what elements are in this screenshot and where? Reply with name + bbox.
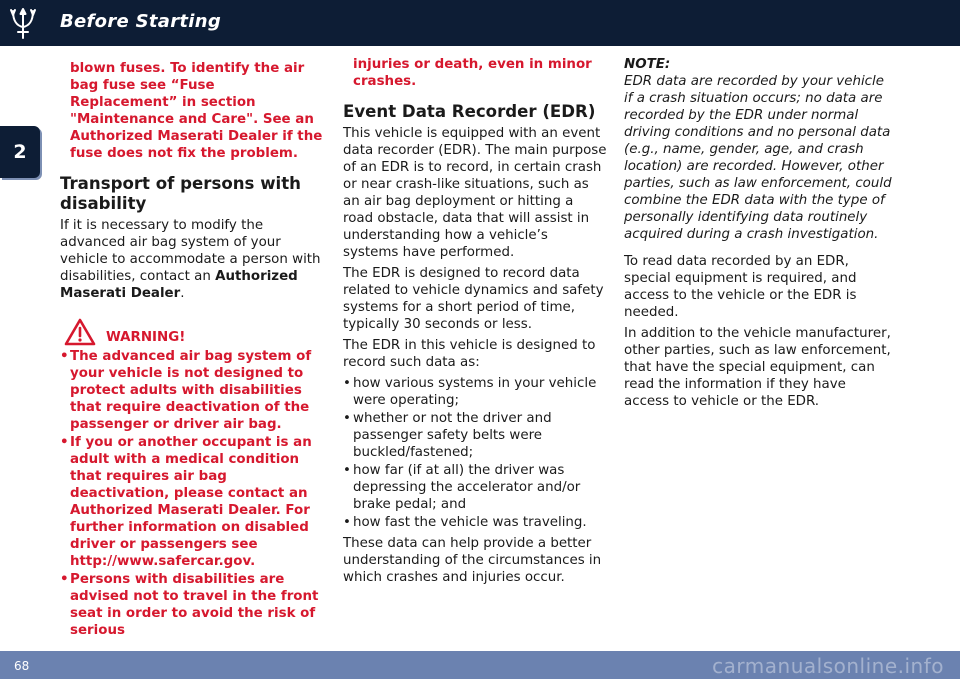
note-text: EDR data are recorded by your vehicle if a crash situation occurs; no data are recorded by the EDR under normal driving conditions and no personal data (e.g., name, gender, age, and crash location) are recorded. However, other parties, such as law enforcement, could combine the EDR data with the type of personally identifying data routinely acquired during a crash investigation. — [624, 74, 892, 242]
note-label: NOTE: — [624, 57, 671, 72]
chapter-tab: 2 — [0, 126, 40, 178]
column-2 — [343, 56, 607, 590]
warning-item: • The advanced air bag system of your vehicle is not designed to protect adults with disabilities that require deactivation of the passenger or driver air bag. — [60, 348, 326, 433]
page-header — [0, 0, 960, 46]
warning-triangle-icon — [64, 318, 96, 346]
edr-paragraph: The EDR in this vehicle is designed to record such data as: — [343, 338, 596, 370]
warning-item: • If you or another occupant is an adult with a medical condition that requires air bag deactivation, please contact an Authorized Maserati Dealer. For further information on disabled driver or passengers see http://www.safercar.gov. — [60, 434, 326, 570]
page-number: 68 — [14, 659, 30, 673]
edr-paragraph: To read data recorded by an EDR, special equipment is required, and access to the vehicle or the EDR is needed. — [624, 254, 857, 320]
edr-data-list — [343, 375, 607, 531]
warning-header — [60, 318, 326, 346]
edr-paragraph: In addition to the vehicle manufacturer, other parties, such as law enforcement, that have the special equipment, can read the information if they have access to vehicle or the EDR. — [624, 326, 891, 409]
list-item: • how various systems in your vehicle were operating; — [343, 375, 607, 409]
column-1 — [60, 60, 326, 640]
column-3 — [624, 56, 894, 414]
edr-paragraph: These data can help provide a better understanding of the circumstances in which crashes and injuries occur. — [343, 536, 602, 585]
edr-paragraph: This vehicle is equipped with an event data recorder (EDR). The main purpose of an EDR is to record, in certain crash or near crash-like situations, such as an air bag deployment or hitting a road obstacle, data that will assist in understanding how a vehicle’s systems have performed. — [343, 126, 607, 260]
section-title-transport-disability: Transport of persons with disability — [60, 174, 301, 213]
warning-list — [60, 348, 326, 639]
warning-label: WARNING! — [106, 330, 186, 345]
page-footer — [0, 651, 960, 679]
list-item: • whether or not the driver and passenger safety belts were buckled/fastened; — [343, 410, 607, 461]
continued-warning-text: blown fuses. To identify the air bag fuse see “Fuse Replacement” in section "Maintenance and Care". See an Authorized Maserati Dealer if the fuse does not fix the problem. — [70, 61, 323, 161]
section-header-title: Before Starting — [60, 11, 222, 32]
list-item: • how far (if at all) the driver was depressing the accelerator and/or brake pedal; and — [343, 462, 607, 513]
trident-logo-icon — [8, 7, 38, 39]
list-item: • how fast the vehicle was traveling. — [343, 514, 607, 531]
warning-item: • Persons with disabilities are advised not to travel in the front seat in order to avoid the risk of serious — [60, 571, 326, 639]
watermark: carmanualsonline.info — [712, 654, 944, 678]
continued-warning-text: injuries or death, even in minor crashes. — [353, 57, 592, 89]
authorized-dealer-bold: Authorized Maserati Dealer — [60, 269, 298, 301]
transport-body-text: If it is necessary to modify the advanced air bag system of your vehicle to accommodate a person with disabilities, contact an Authorized Maserati Dealer. — [60, 218, 321, 301]
edr-paragraph: The EDR is designed to record data related to vehicle dynamics and safety systems for a short period of time, typically 30 seconds or less. — [343, 266, 604, 332]
section-title-edr: Event Data Recorder (EDR) — [343, 102, 596, 121]
